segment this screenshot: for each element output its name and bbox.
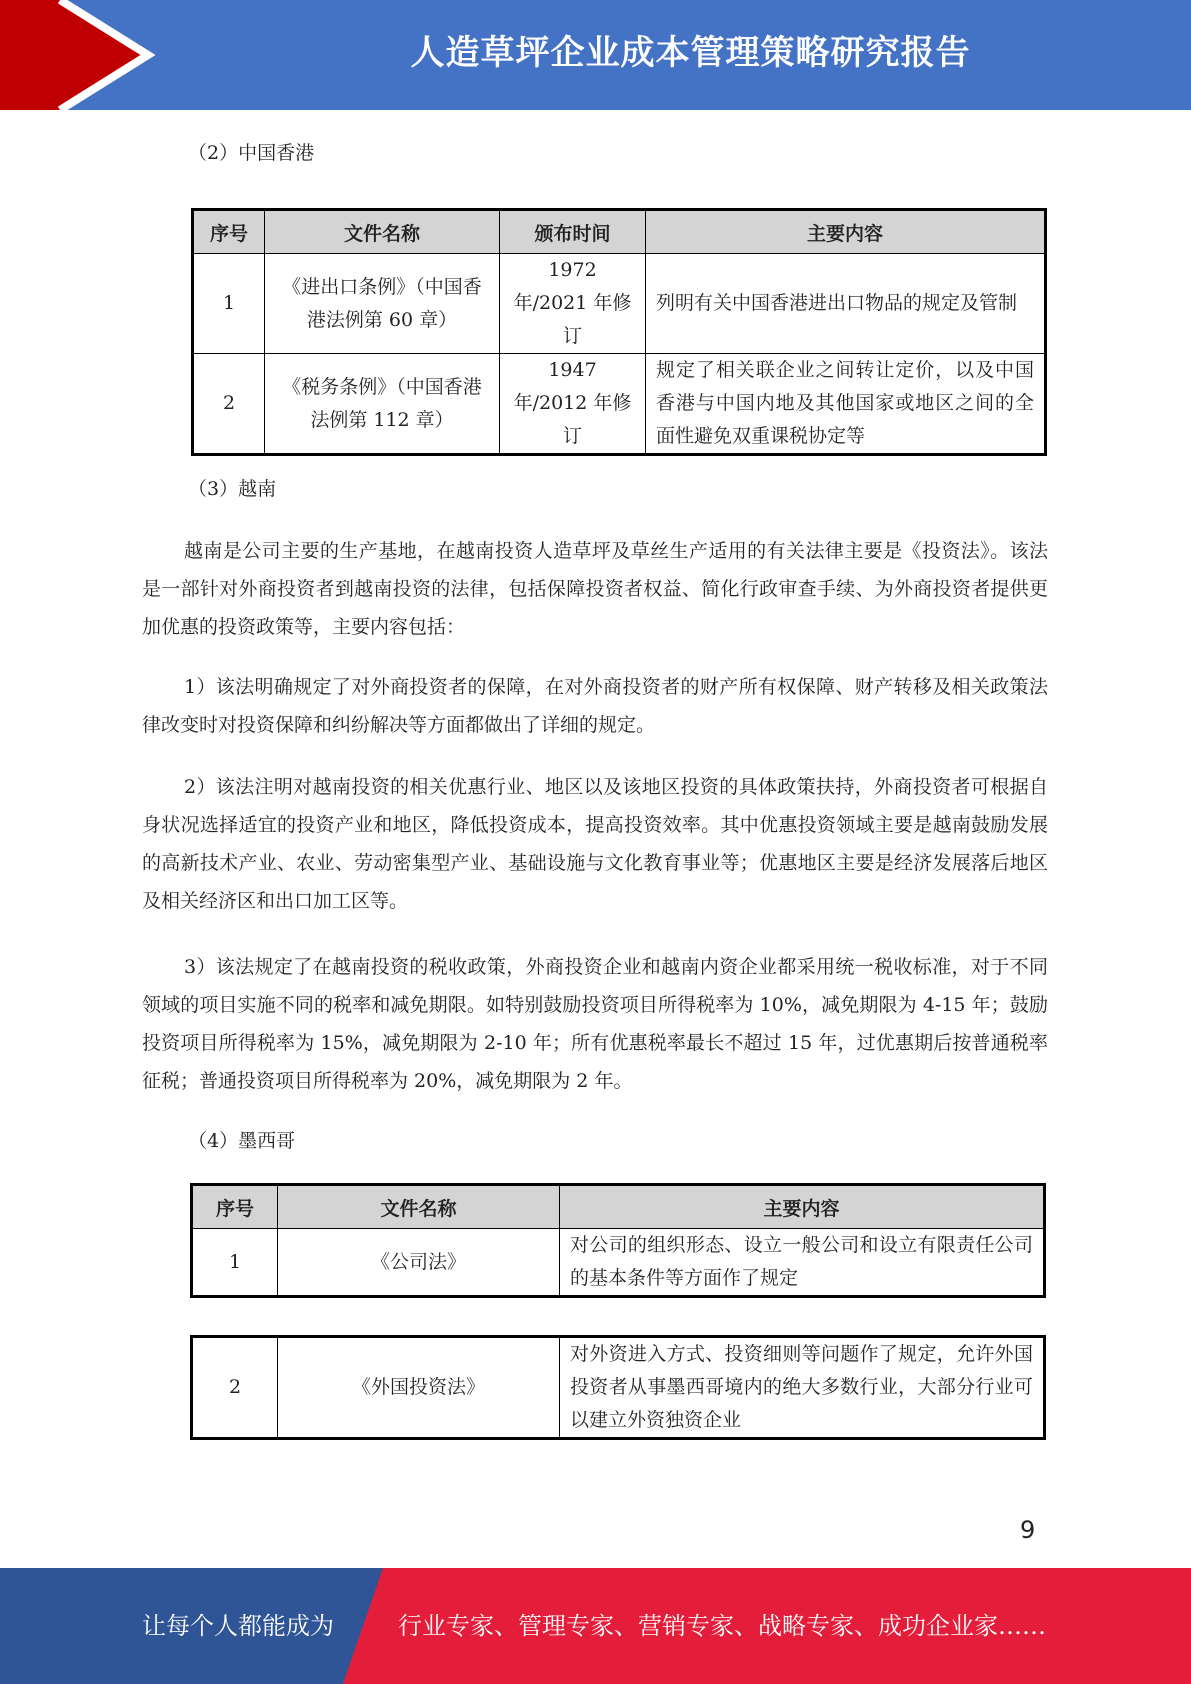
- row-number: 2: [192, 1337, 278, 1439]
- document-name: 《公司法》: [278, 1229, 560, 1297]
- paragraph: 越南是公司主要的生产基地，在越南投资人造草坪及草丝生产适用的有关法律主要是《投资法》。该法是一部针对外商投资者到越南投资的法律，包括保障投资者权益、简化行政审查手续、为外商投资者提供更加优惠的投资政策等，主要内容包括：: [142, 540, 1048, 638]
- paragraph: 1）该法明确规定了对外商投资者的保障，在对外商投资者的财产所有权保障、财产转移及相关政策法律改变时对投资保障和纠纷解决等方面都做出了详细的规定。: [142, 676, 1048, 736]
- row-number: 1: [192, 1229, 278, 1297]
- issue-date: 1972 年/2021 年修订: [500, 254, 646, 354]
- paragraph: 3）该法规定了在越南投资的税收政策，外商投资企业和越南内资企业都采用统一税收标准，对于不同领域的项目实施不同的税率和减免期限。如特别鼓励投资项目所得税率为 10%，减免期限为 4-15 年；鼓励投资项目所得税率为 15%，减免期限为 2-10 年；所有优惠税率最长不超过 15 年，过优惠期后按普通税率征税；普通投资项目所得税率为 20%，减免期限为 2 年。: [142, 956, 1048, 1092]
- section-heading-vietnam: （3）越南: [188, 478, 277, 500]
- document-name: 《进出口条例》（中国香港法例第 60 章）: [265, 254, 500, 354]
- main-content: 对外资进入方式、投资细则等问题作了规定，允许外国投资者从事墨西哥境内的绝大多数行业，大部分行业可以建立外资独资企业: [560, 1337, 1045, 1439]
- table-header: 主要内容: [646, 210, 1046, 254]
- table-header: 颁布时间: [500, 210, 646, 254]
- page-footer: [0, 1568, 1191, 1684]
- main-content: 规定了相关联企业之间转让定价，以及中国香港与中国内地及其他国家或地区之间的全面性避免双重课税协定等: [646, 354, 1046, 455]
- table-row: [192, 1337, 1045, 1439]
- section-heading-hongkong: （2）中国香港: [188, 142, 315, 164]
- page-header: [0, 0, 1191, 110]
- table-header: 文件名称: [278, 1185, 560, 1229]
- table-row: [193, 354, 1046, 455]
- footer-slogan-right: 行业专家、管理专家、营销专家、战略专家、成功企业家……: [398, 1612, 1046, 1640]
- main-content: 列明有关中国香港进出口物品的规定及管制: [646, 254, 1046, 354]
- row-number: 2: [193, 354, 265, 455]
- issue-date: 1947 年/2012 年修订: [500, 354, 646, 455]
- section-heading-mexico: （4）墨西哥: [188, 1130, 296, 1152]
- row-number: 1: [193, 254, 265, 354]
- footer-slogan-left: 让每个人都能成为: [142, 1612, 334, 1640]
- table-header: 序号: [192, 1185, 278, 1229]
- document-name: 《税务条例》（中国香港法例第 112 章）: [265, 354, 500, 455]
- report-title: 人造草坪企业成本管理策略研究报告: [410, 33, 971, 73]
- table-header: 序号: [193, 210, 265, 254]
- main-content: 对公司的组织形态、设立一般公司和设立有限责任公司的基本条件等方面作了规定: [560, 1229, 1045, 1297]
- paragraph: 2）该法注明对越南投资的相关优惠行业、地区以及该地区投资的具体政策扶持，外商投资者可根据自身状况选择适宜的投资产业和地区，降低投资成本，提高投资效率。其中优惠投资领域主要是越南鼓励发展的高新技术产业、农业、劳动密集型产业、基础设施与文化教育事业等；优惠地区主要是经济发展落后地区及相关经济区和出口加工区等。: [142, 776, 1048, 912]
- table-row: [193, 254, 1046, 354]
- page-number: 9: [1020, 1516, 1036, 1544]
- hongkong-law-table: [191, 208, 1047, 456]
- table-row: [192, 1229, 1045, 1297]
- mexico-law-table-part-1: [190, 1183, 1046, 1298]
- table-header: 文件名称: [265, 210, 500, 254]
- table-header: 主要内容: [560, 1185, 1045, 1229]
- document-name: 《外国投资法》: [278, 1337, 560, 1439]
- mexico-law-table-part-2: [190, 1335, 1046, 1440]
